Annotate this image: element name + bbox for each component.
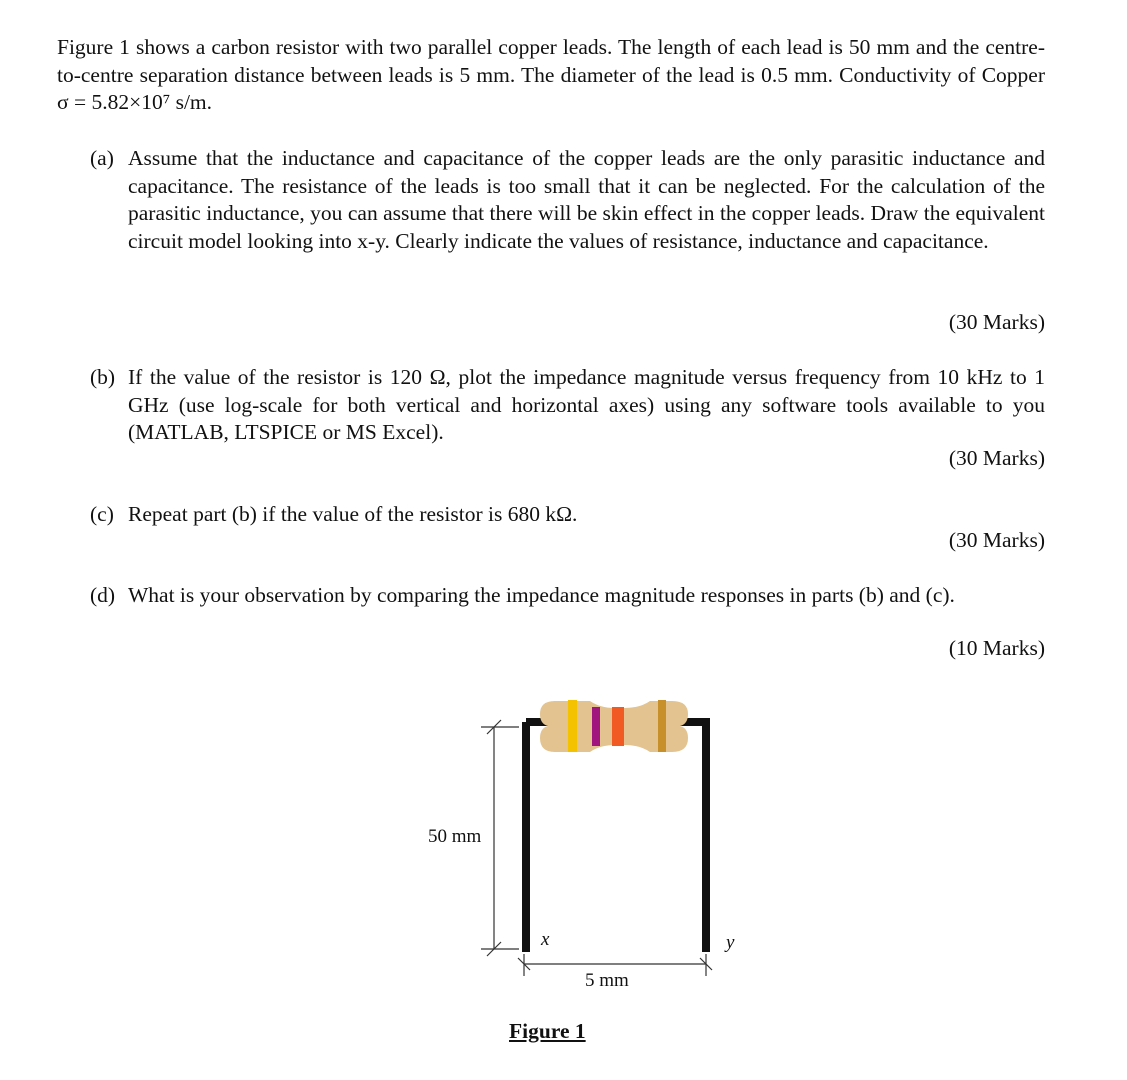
question-b-label: (b)	[90, 365, 116, 389]
resistor-band-1	[568, 700, 577, 752]
question-d-text: What is your observation by comparing the impedance magnitude responses in parts (b) and (c).	[128, 583, 955, 607]
question-d-label: (d)	[90, 583, 116, 607]
question-b	[90, 364, 1045, 447]
question-c-text: Repeat part (b) if the value of the resistor is 680 kΩ.	[128, 502, 578, 526]
question-a	[90, 145, 1045, 255]
figure-caption: Figure 1	[509, 1019, 586, 1043]
spacing-label: 5 mm	[585, 970, 629, 991]
resistor-band-3	[612, 707, 624, 746]
question-c-marks: (30 Marks)	[948, 528, 1045, 552]
question-c-label: (c)	[90, 502, 114, 526]
intro-paragraph: Figure 1 shows a carbon resistor with two parallel copper leads. The length of each lead is 50 mm and the centre-to-centre separation distance between leads is 5 mm. The diameter of the lead is 0.5 mm. Conductivity of Copper σ = 5.82×10⁷ s/m.	[57, 35, 1045, 114]
question-c	[90, 501, 1045, 529]
question-a-text: Assume that the inductance and capacitance of the copper leads are the only parasitic inductance and capacitance. The resistance of the leads is too small that it can be neglected. For the calculation of the parasitic inductance, you can assume that there will be skin effect in the copper leads. Draw the equivalent circuit model looking into x-y. Clearly indicate the values of resistance, inductance and capacitance.	[128, 146, 1045, 253]
question-a-label: (a)	[90, 146, 114, 170]
right-lead	[668, 722, 706, 952]
question-d	[90, 582, 1045, 610]
question-a-marks: (30 Marks)	[948, 310, 1045, 334]
terminal-y-label: y	[726, 932, 735, 953]
resistor-band-2	[592, 707, 600, 746]
resistor-band-4	[658, 700, 666, 752]
terminal-x-label: x	[541, 929, 550, 950]
question-b-marks: (30 Marks)	[948, 446, 1045, 470]
question-d-marks: (10 Marks)	[948, 636, 1045, 660]
question-b-text: If the value of the resistor is 120 Ω, plot the impedance magnitude versus frequency from 10 kHz to 1 GHz (use log-scale for both vertical and horizontal axes) using any software tools available to you (MATLAB, LTSPICE or MS Excel).	[128, 365, 1045, 444]
length-label: 50 mm	[428, 826, 482, 847]
